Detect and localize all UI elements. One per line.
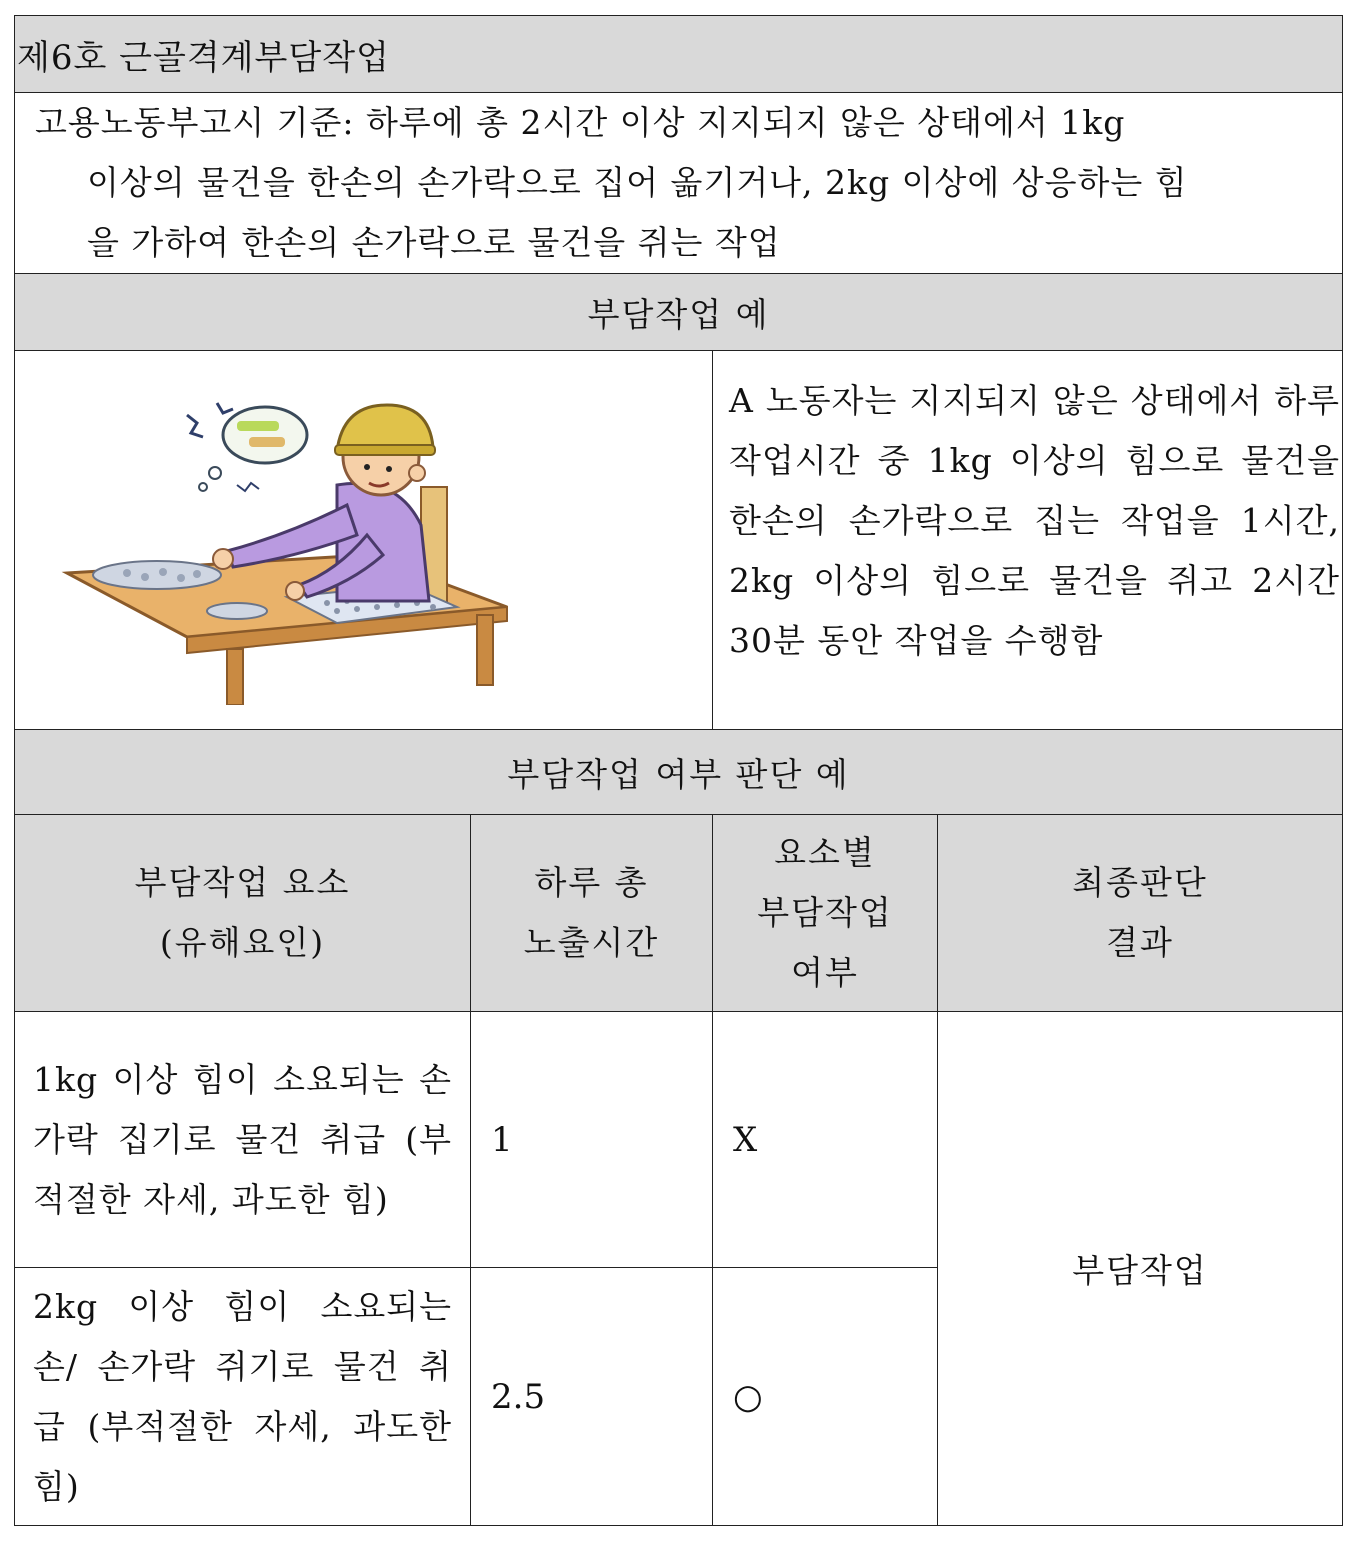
row-judgement: X	[713, 1012, 938, 1268]
header-final-line-1: 최종판단	[1072, 863, 1208, 902]
judgement-header-row	[15, 815, 1343, 1012]
musculoskeletal-burden-table	[14, 15, 1343, 1526]
example-description: A 노동자는 지지되지 않은 상태에서 하루 작업시간 중 1kg 이상의 힘으로 물건을 한손의 손가락으로 집는 작업을 1시간, 2kg 이상의 힘으로 물건을 쥐고 2시간 30분 동안 작업을 수행함	[713, 351, 1343, 730]
header-exposure-line-2: 노출시간	[523, 923, 660, 962]
notice-line-2: 이상의 물건을 한손의 손가락으로 집어 옮기거나, 2kg 이상에 상응하는 힘	[87, 163, 1188, 202]
judgement-section-row	[15, 730, 1343, 815]
header-factor-line-2: (유해요인)	[159, 923, 326, 962]
header-exposure-line-1: 하루 총	[534, 863, 649, 902]
worker-at-table-illustration-icon	[37, 375, 557, 705]
document	[14, 15, 1342, 1526]
header-element-line-2: 부담작업	[757, 893, 893, 932]
example-section-header: 부담작업 예	[15, 274, 1343, 351]
title-row	[15, 16, 1343, 93]
document-title: 제6호 근골격계부담작업	[15, 16, 1343, 93]
notice-line-3: 을 가하여 한손의 손가락으로 물건을 쥐는 작업	[87, 223, 781, 262]
header-element-judgement	[713, 815, 938, 1012]
row-hours: 1	[471, 1012, 713, 1268]
header-element-line-1: 요소별	[774, 833, 876, 872]
final-result: 부담작업	[938, 1012, 1343, 1526]
example-section-row	[15, 274, 1343, 351]
row-hours: 2.5	[471, 1268, 713, 1526]
header-factor	[15, 815, 471, 1012]
header-exposure-time	[471, 815, 713, 1012]
header-final-line-2: 결과	[1106, 923, 1174, 962]
header-factor-line-1: 부담작업 요소	[134, 863, 351, 902]
header-element-line-3: 여부	[791, 953, 859, 992]
row-judgement: ○	[713, 1268, 938, 1526]
header-final-judgement	[938, 815, 1343, 1012]
notice-text	[15, 93, 1343, 274]
row-factor: 1kg 이상 힘이 소요되는 손가락 집기로 물건 취급 (부적절한 자세, 과도한 힘)	[15, 1012, 471, 1268]
row-factor: 2kg 이상 힘이 소요되는 손/ 손가락 쥐기로 물건 취급 (부적절한 자세, 과도한 힘)	[15, 1268, 471, 1526]
table-row	[15, 1012, 1343, 1268]
notice-row	[15, 93, 1343, 274]
judgement-section-header: 부담작업 여부 판단 예	[15, 730, 1343, 815]
example-row	[15, 351, 1343, 730]
notice-line-1: 고용노동부고시 기준: 하루에 총 2시간 이상 지지되지 않은 상태에서 1kg	[35, 103, 1126, 142]
illustration-cell	[15, 351, 713, 730]
